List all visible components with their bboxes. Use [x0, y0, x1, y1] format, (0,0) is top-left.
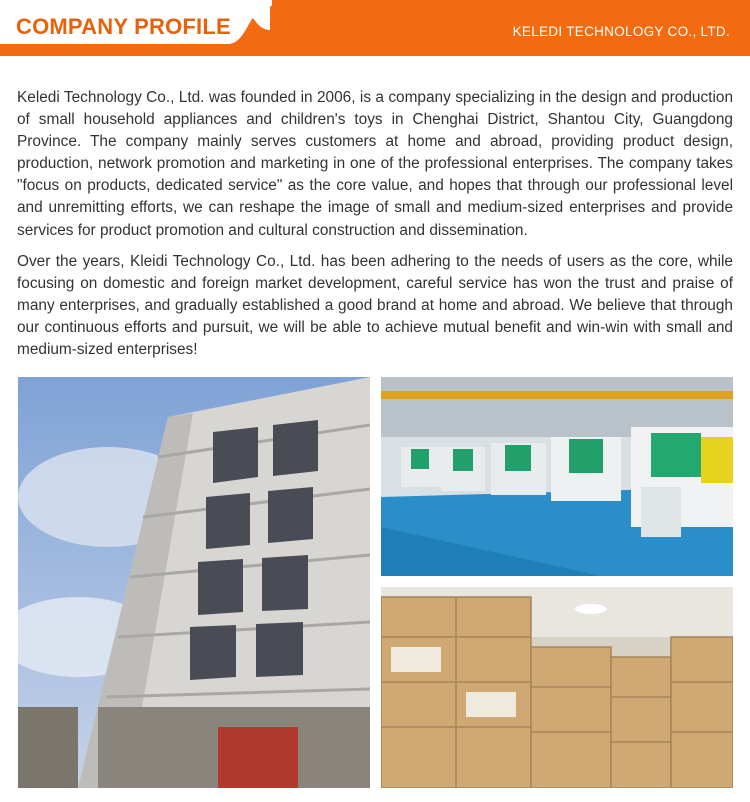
factory-photo [381, 377, 733, 576]
paragraph-history: Over the years, Kleidi Technology Co., Ltd. has been adhering to the needs of users as the core, while focusing on domestic and foreign market development, careful service has won the trust and praise of many enterprises, and gradually established a good brand at home and abroad. We believe that through our continuous efforts and pursuit, we will be able to achieve mutual benefit and win-win with small and medium-sized enterprises! [17, 252, 733, 359]
page-title: COMPANY PROFILE [16, 14, 231, 39]
header-banner [0, 0, 750, 56]
building-photo [18, 377, 370, 788]
company-description [17, 87, 733, 370]
paragraph-intro: Keledi Technology Co., Ltd. was founded in 2006, is a company specializing in the design and production of small household appliances and children's toys in Chenghai District, Shantou City, Guangdong Province. The company mainly serves customers at home and abroad, providing product design, production, network promotion and marketing in one of the professional enterprises. The company takes "focus on products, dedicated service" as the core value, and hopes that through our professional level and unremitting efforts, we can reshape the image of small and medium-sized enterprises and provide services for product promotion and cultural construction and dissemination. [17, 89, 733, 239]
warehouse-photo [381, 587, 733, 788]
company-name: KELEDI TECHNOLOGY CO., LTD. [512, 24, 730, 39]
